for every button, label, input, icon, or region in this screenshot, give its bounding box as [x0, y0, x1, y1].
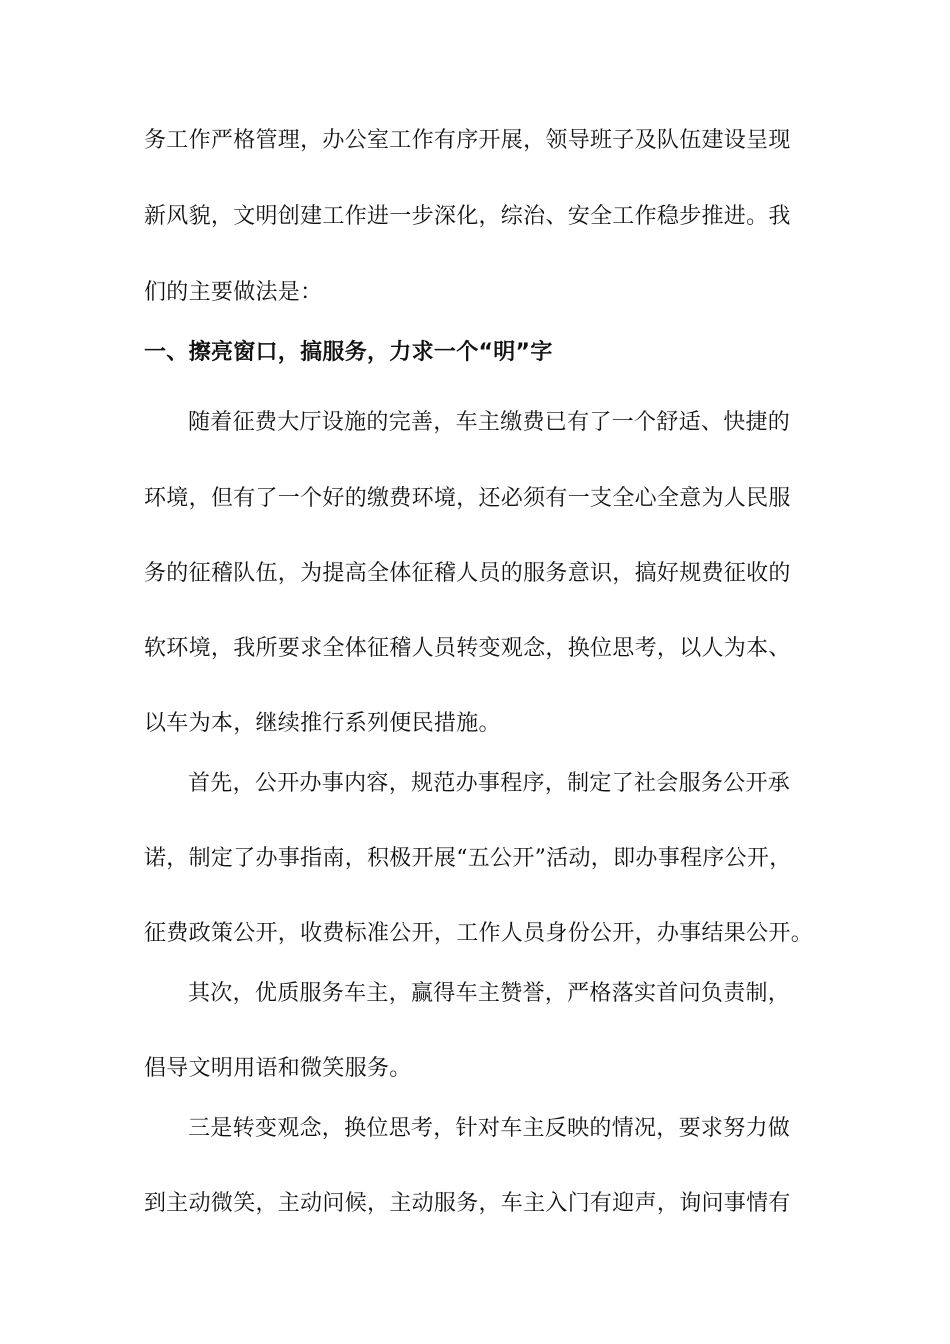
paragraph-start: 首先，公开办事内容，规范办事程序，制定了社会服务公开承	[188, 771, 791, 796]
paragraph-start: 其次，优质服务车主，赢得车主赞誉，严格落实首问负责制，	[188, 981, 791, 1006]
text-line: 新风貌，文明创建工作进一步深化，综治、安全工作稳步推进。我	[144, 204, 791, 229]
text-line: 倡导文明用语和微笑服务。	[144, 1056, 412, 1081]
paragraph-start: 随着征费大厅设施的完善，车主缴费已有了一个舒适、快捷的	[188, 410, 791, 435]
paragraph-start: 三是转变观念，换位思考，针对车主反映的情况，要求努力做	[188, 1116, 791, 1141]
text-line: 征费政策公开，收费标准公开，工作人员身份公开，办事结果公开。	[144, 921, 814, 946]
text-line: 务工作严格管理，办公室工作有序开展，领导班子及队伍建设呈现	[144, 128, 791, 153]
text-line: 软环境，我所要求全体征稽人员转变观念，换位思考，以人为本、	[144, 636, 791, 661]
text-line: 以车为本，继续推行系列便民措施。	[144, 711, 501, 736]
text-line: 务的征稽队伍，为提高全体征稽人员的服务意识，搞好规费征收的	[144, 561, 791, 586]
text-line: 到主动微笑，主动问候，主动服务，车主入门有迎声，询问事情有	[144, 1191, 791, 1216]
section-heading: 一、擦亮窗口，搞服务，力求一个“明”字	[144, 340, 553, 365]
text-line: 们的主要做法是：	[144, 280, 323, 305]
text-line: 环境，但有了一个好的缴费环境，还必须有一支全心全意为人民服	[144, 486, 791, 511]
text-line: 诺，制定了办事指南，积极开展“五公开”活动，即办事程序公开，	[144, 846, 792, 871]
